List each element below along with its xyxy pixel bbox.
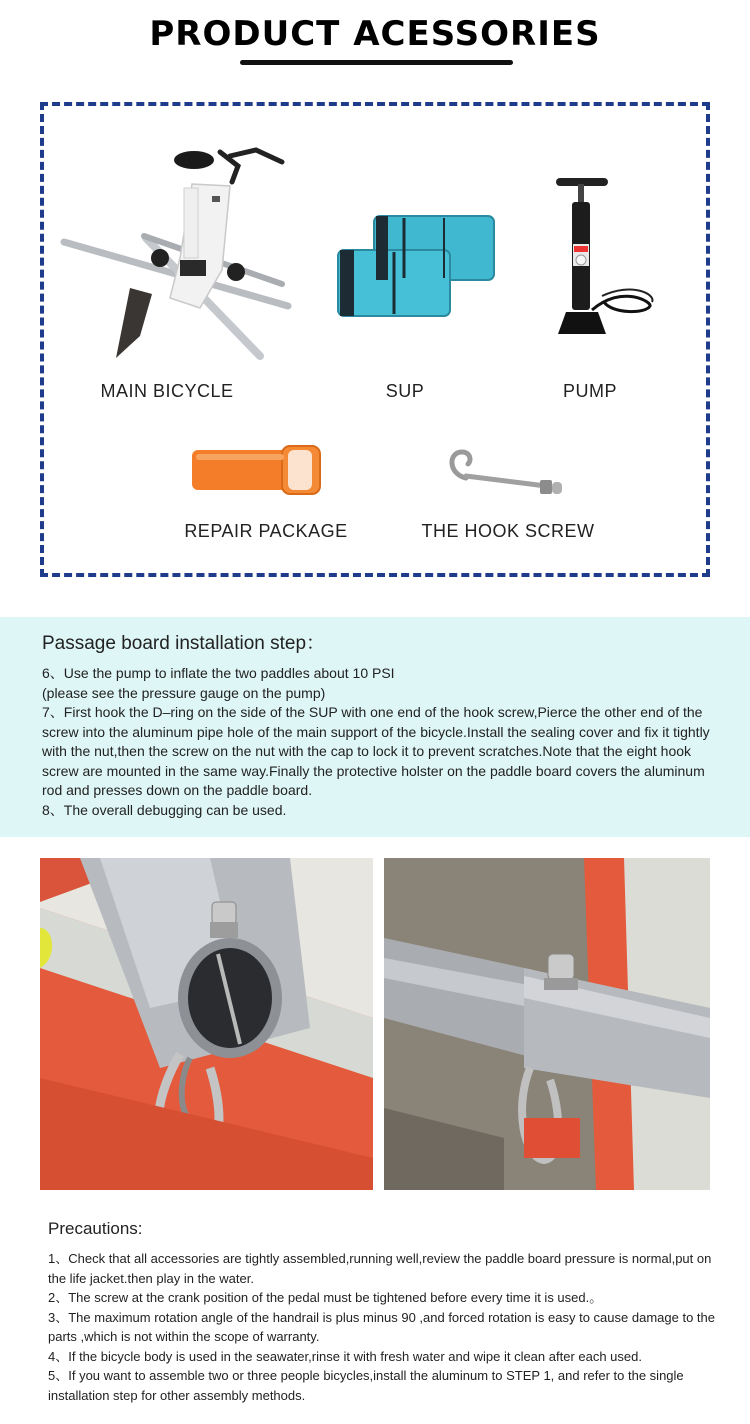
precaution-line: 4、If the bicycle body is used in the seawater,rinse it with fresh water and wipe it clean after each used. [48,1348,642,1364]
pump-image [552,174,660,340]
installation-line: 7、First hook the D–ring on the side of the SUP with one end of the hook screw,Pierce the other end of the screw into the aluminum pipe hole of the main support of the bicycle.Install the sealing cover and fix it tightly with the nut,then the screw on the nut with the cap to lock it to prevent scratches.Note that the eight hook screw are mounted in the same way.Finally the protective holster on the paddle board covers the aluminum rod and presses down on the paddle board. [42,704,710,798]
accessory-label-main-bicycle: MAIN BICYCLE [100,381,234,401]
accessory-label-pump: PUMP [562,381,617,401]
installation-heading: Passage board installation step： [42,633,326,654]
accessory-label-sup: SUP [385,381,425,401]
pipe-joint-photo [384,858,710,1190]
precaution-line: 1、Check that all accessories are tightly assembled,running well,review the paddle board pressure is normal,put on the life jacket.then play in the water. [48,1251,712,1286]
accessory-label-repair-package: REPAIR PACKAGE [184,521,348,541]
installation-line: (please see the pressure gauge on the pump) [42,684,326,701]
precautions-heading: Precautions: [48,1219,143,1238]
hook-screw-image [444,446,568,502]
pipe-end-photo [40,858,373,1190]
precaution-line: 2、The screw at the crank position of the pedal must be tightened before every time it is used.。 [48,1290,603,1305]
repair-tube-image [188,444,324,496]
accessory-label-hook-screw: THE HOOK SCREW [421,521,595,541]
installation-steps [42,664,722,820]
precaution-line: 5、If you want to assemble two or three people bicycles,install the aluminum to STEP 1, and refer to the single installation step for other assembly methods. [48,1368,684,1403]
installation-line: 6、Use the pump to inflate the two paddles about 10 PSI [42,665,395,681]
installation-line: 8、The overall debugging can be used. [42,801,287,818]
page-title: PRODUCT ACESSORIES [149,14,601,54]
bicycle-image [60,138,292,368]
title-underline [240,60,513,65]
precaution-line: 3、The maximum rotation angle of the handrail is plus minus 90 ,and forced rotation is easy to cause damage to the parts ,which is not within the scope of warranty. [48,1309,715,1344]
precautions-list [48,1249,728,1405]
sup-bag-image [334,212,498,322]
